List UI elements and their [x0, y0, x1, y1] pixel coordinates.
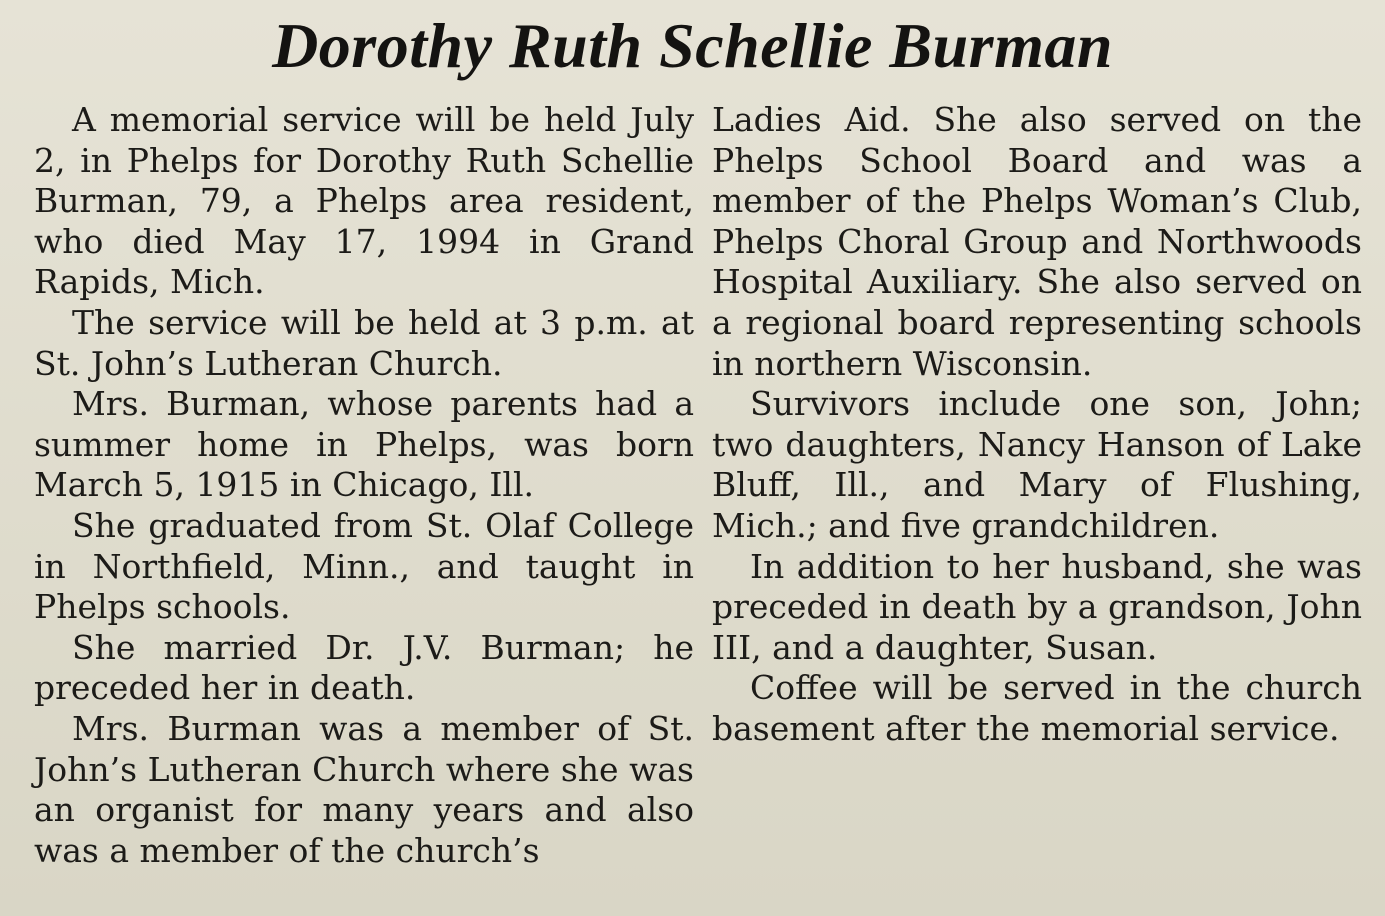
paragraph-preceded-in-death: In addition to her husband, she was preceded in death by a grandson, John III, and a daughter, Susan.: [712, 546, 1362, 667]
headline: Dorothy Ruth Schellie Burman: [272, 10, 1113, 81]
paragraph-service-time: The service will be held at 3 p.m. at St. John’s Lutheran Church.: [34, 302, 694, 383]
paragraph-community-service: Ladies Aid. She also served on the Phelps School Board and was a member of the Phelps Woman’s Club, Phelps Choral Group and Northwoods Hospital Auxiliary. She also served on a regional board representing schools in northern Wisconsin.: [712, 100, 1362, 383]
left-column: [34, 100, 694, 871]
paragraph-coffee: Coffee will be served in the church basement after the memorial service.: [712, 668, 1362, 748]
paragraph-birth: Mrs. Burman, whose parents had a summer home in Phelps, was born March 5, 1915 in Chicago, Ill.: [34, 384, 694, 505]
paragraph-education: She graduated from St. Olaf College in Northfield, Minn., and taught in Phelps schools.: [34, 505, 694, 627]
paragraph-survivors: Survivors include one son, John; two daughters, Nancy Hanson of Lake Bluff, Ill., and Mary of Flushing, Mich.; and five grandchildren.: [712, 384, 1362, 545]
paragraph-church-membership: Mrs. Burman was a member of St. John’s Lutheran Church where she was an organist for many years and also was a member of the church’s: [34, 708, 694, 870]
paragraph-marriage: She married Dr. J.V. Burman; he preceded her in death.: [34, 627, 694, 708]
right-column: [712, 100, 1362, 750]
paragraph-memorial-service: A memorial service will be held July 2, in Phelps for Dorothy Ruth Schellie Burman, 79, a Phelps area resident, who died May 17, 1994 in Grand Rapids, Mich.: [34, 100, 694, 302]
